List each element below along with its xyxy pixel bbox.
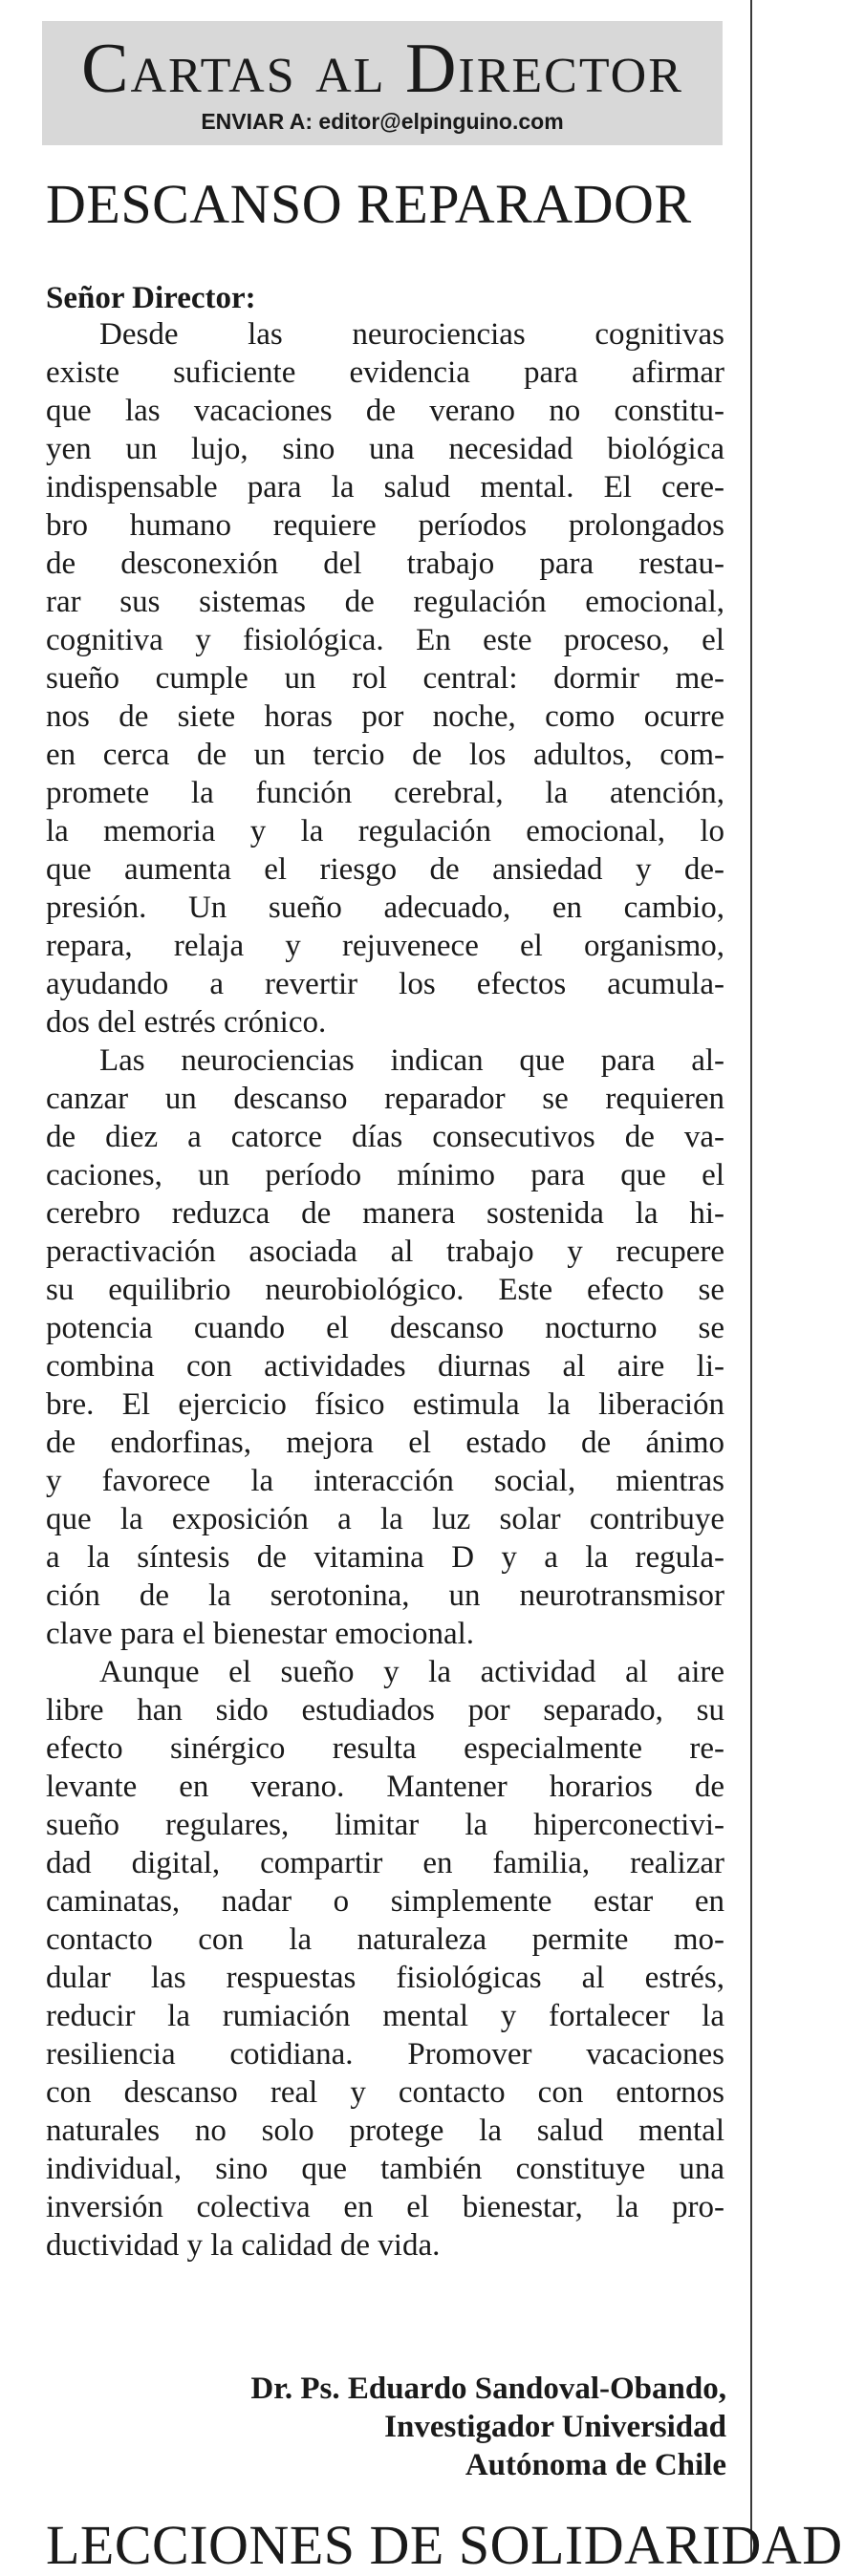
text-line: yen un lujo, sino una necesidad biológica — [46, 432, 724, 466]
letter-headline: DESCANSO REPARADOR — [46, 173, 692, 235]
text-line: ayudando a revertir los efectos acumula- — [46, 967, 724, 1001]
text-line: dad digital, compartir en familia, realizar — [46, 1846, 724, 1880]
signature-role: Investigador Universidad — [384, 2410, 726, 2444]
text-line: de endorfinas, mejora el estado de ánimo — [46, 1426, 724, 1460]
text-line: indispensable para la salud mental. El cere- — [46, 470, 724, 504]
text-line: existe suficiente evidencia para afirmar — [46, 355, 724, 390]
text-line: promete la función cerebral, la atención, — [46, 776, 724, 810]
text-line: que aumenta el riesgo de ansiedad y de- — [46, 852, 724, 887]
text-line: a la síntesis de vitamina D y a la regula- — [46, 1540, 724, 1575]
text-line: bre. El ejercicio físico estimula la liberación — [46, 1387, 724, 1422]
text-line: clave para el bienestar emocional. — [46, 1617, 475, 1651]
text-line: cognitiva y fisiológica. En este proceso, el — [46, 623, 724, 657]
text-line: en cerca de un tercio de los adultos, com- — [46, 738, 724, 772]
text-line: dular las respuestas fisiológicas al estrés, — [46, 1961, 724, 1995]
signature-name: Dr. Ps. Eduardo Sandoval-Obando, — [250, 2372, 726, 2406]
text-line: Aunque el sueño y la actividad al aire — [99, 1655, 724, 1689]
section-header — [42, 21, 723, 145]
text-line: que la exposición a la luz solar contribuye — [46, 1502, 724, 1536]
text-line: de diez a catorce días consecutivos de va- — [46, 1120, 724, 1154]
text-line: cerebro reduzca de manera sostenida la hi- — [46, 1196, 724, 1231]
letter-paragraph — [46, 315, 724, 1041]
text-line: dos del estrés crónico. — [46, 1005, 327, 1040]
section-title: Cartas al Director — [81, 30, 683, 108]
text-line: levante en verano. Mantener horarios de — [46, 1770, 724, 1804]
letter-paragraph — [46, 1653, 724, 2265]
column-divider — [750, 0, 752, 2561]
text-line: ductividad y la calidad de vida. — [46, 2228, 441, 2263]
text-line: rar sus sistemas de regulación emocional, — [46, 585, 724, 619]
text-line: ción de la serotonina, un neurotransmisor — [46, 1578, 724, 1613]
text-line: efecto sinérgico resulta especialmente re- — [46, 1731, 724, 1766]
text-line: inversión colectiva en el bienestar, la pro- — [46, 2190, 724, 2224]
text-line: la memoria y la regulación emocional, lo — [46, 814, 724, 848]
text-line: sueño cumple un rol central: dormir me- — [46, 661, 724, 696]
text-line: potencia cuando el descanso nocturno se — [46, 1311, 724, 1345]
text-line: con descanso real y contacto con entornos — [46, 2075, 724, 2110]
text-line: Las neurociencias indican que para al- — [99, 1043, 724, 1078]
text-line: Desde las neurociencias cognitivas — [99, 317, 724, 352]
text-line: su equilibrio neurobiológico. Este efecto se — [46, 1273, 724, 1307]
text-line: reducir la rumiación mental y fortalecer la — [46, 1999, 724, 2033]
text-line: caciones, un período mínimo para que el — [46, 1158, 724, 1192]
letter-signature — [250, 2370, 726, 2484]
text-line: resiliencia cotidiana. Promover vacaciones — [46, 2037, 724, 2072]
text-line: caminatas, nadar o simplemente estar en — [46, 1884, 724, 1919]
text-line: naturales no solo protege la salud mental — [46, 2114, 724, 2148]
text-line: bro humano requiere períodos prolongados — [46, 508, 724, 543]
text-line: peractivación asociada al trabajo y recupere — [46, 1234, 724, 1269]
text-line: canzar un descanso reparador se requieren — [46, 1082, 724, 1116]
text-line: combina con actividades diurnas al aire li- — [46, 1349, 724, 1384]
text-line: nos de siete horas por noche, como ocurre — [46, 699, 724, 734]
text-line: sueño regulares, limitar la hiperconectivi- — [46, 1808, 724, 1842]
next-letter-headline: LECCIONES DE SOLIDARIDAD — [46, 2514, 843, 2576]
text-line: repara, relaja y rejuvenece el organismo, — [46, 929, 724, 963]
text-line: y favorece la interacción social, mientras — [46, 1464, 724, 1498]
signature-institution: Autónoma de Chile — [465, 2448, 726, 2482]
letter-paragraph — [46, 1041, 724, 1653]
letter-salutation: Señor Director: — [46, 281, 256, 315]
send-to-address: ENVIAR A: editor@elpinguino.com — [201, 109, 564, 134]
text-line: contacto con la naturaleza permite mo- — [46, 1922, 724, 1957]
text-line: que las vacaciones de verano no constitu- — [46, 394, 724, 428]
text-line: de desconexión del trabajo para restau- — [46, 547, 724, 581]
letter-body — [46, 315, 724, 2265]
text-line: libre han sido estudiados por separado, su — [46, 1693, 724, 1728]
text-line: presión. Un sueño adecuado, en cambio, — [46, 891, 724, 925]
text-line: individual, sino que también constituye una — [46, 2152, 724, 2186]
